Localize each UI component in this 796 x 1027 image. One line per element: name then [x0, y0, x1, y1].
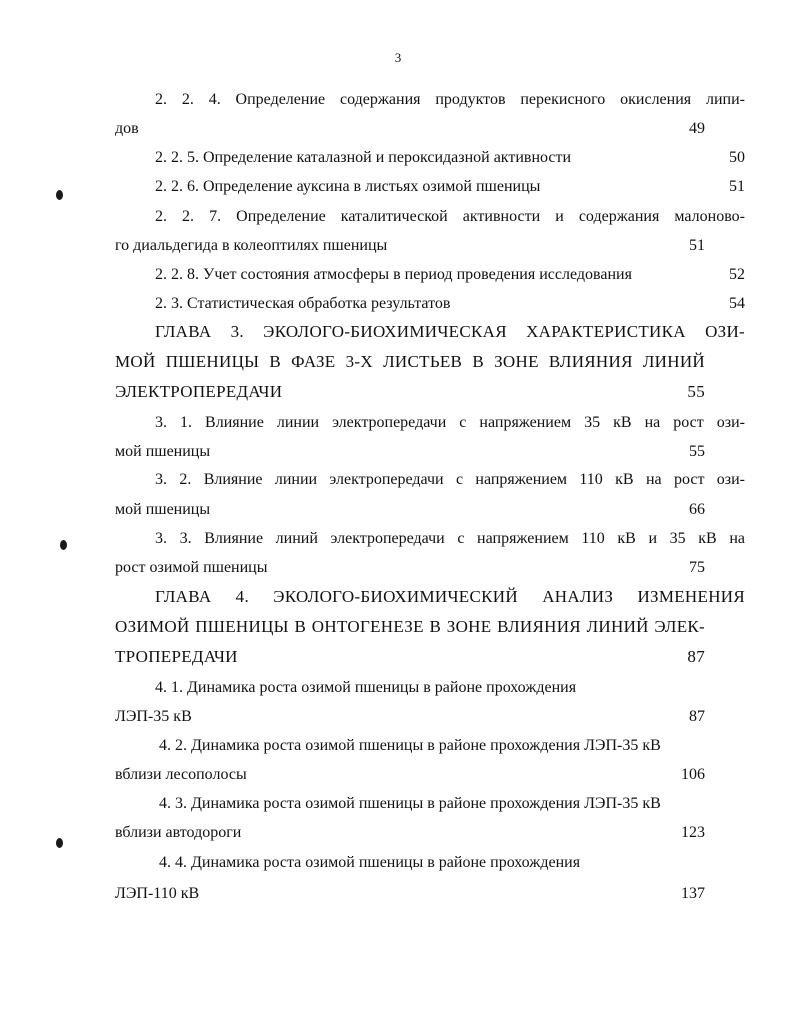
toc-entry-line: 3. 2. Влияние линии электропередачи с напряжением 110 кВ на рост ози-: [155, 471, 745, 488]
toc-page-ref: 55: [687, 382, 705, 401]
toc-entry-text: ЛЭП-110 кВ: [115, 885, 200, 902]
toc-chapter-heading: ГЛАВА 3. ЭКОЛОГО-БИОХИМИЧЕСКАЯ ХАРАКТЕРИСТИКА ОЗИ-: [155, 322, 745, 341]
toc-entry-line: 4. 4. Динамика роста озимой пшеницы в районе прохождения: [159, 854, 581, 871]
toc-entry-line: [115, 119, 705, 139]
toc-entry-text: ЭЛЕКТРОПЕРЕДАЧИ: [115, 382, 283, 401]
toc-entry-line: 4. 2. Динамика роста озимой пшеницы в районе прохождения ЛЭП-35 кВ: [159, 737, 661, 754]
toc-page-ref: 123: [681, 824, 705, 841]
toc-entry-line: [115, 765, 705, 785]
toc-page-ref: 137: [681, 885, 705, 902]
toc-page-ref: 55: [689, 443, 705, 460]
toc-page-ref: 50: [729, 149, 745, 166]
toc-entry-line: [115, 177, 745, 197]
toc-entry-text: ТРОПЕРЕДАЧИ: [115, 647, 238, 666]
toc-page-ref: 66: [689, 501, 705, 518]
punch-hole-mark: [60, 540, 67, 550]
toc-entry-line: 2. 2. 7. Определение каталитической активности и содержания малоново-: [155, 208, 745, 225]
toc-page-ref: 49: [689, 120, 705, 137]
toc-entry-line: 4. 1. Динамика роста озимой пшеницы в районе прохождения: [155, 679, 577, 696]
toc-chapter-heading: ОЗИМОЙ ПШЕНИЦЫ В ОНТОГЕНЕЗЕ В ЗОНЕ ВЛИЯНИЯ ЛИНИЙ ЭЛЕК-: [115, 617, 705, 636]
toc-entry-line: [115, 148, 745, 168]
toc-entry-text: ЛЭП-35 кВ: [115, 708, 192, 725]
toc-page-ref: 87: [689, 708, 705, 725]
toc-entry-line: [115, 707, 705, 727]
toc-entry-line: [115, 823, 705, 843]
toc-page-ref: 52: [729, 266, 745, 283]
toc-entry-line: [115, 265, 745, 285]
toc-page-ref: 75: [689, 559, 705, 576]
toc-entry-line: [115, 236, 705, 256]
toc-chapter-heading: ГЛАВА 4. ЭКОЛОГО-БИОХИМИЧЕСКИЙ АНАЛИЗ ИЗМЕНЕНИЯ: [155, 587, 745, 606]
toc-entry-line: [115, 294, 745, 314]
toc-entry-line: [115, 500, 705, 520]
toc-entry-line: 3. 3. Влияние линий электропередачи с напряжением 110 кВ и 35 кВ на: [155, 530, 745, 547]
toc-page-ref: 106: [681, 766, 705, 783]
punch-hole-mark: [56, 190, 63, 200]
toc-entry-text: 2. 2. 6. Определение ауксина в листьях озимой пшеницы: [155, 178, 541, 195]
toc-entry-text: дов: [115, 120, 139, 137]
punch-hole-mark: [56, 838, 63, 848]
toc-entry-line: [115, 884, 705, 904]
toc-entry-text: го диальдегида в колеоптилях пшеницы: [115, 237, 388, 254]
page-number: 3: [394, 50, 402, 65]
toc-entry-text: мой пшеницы: [115, 501, 211, 518]
toc-entry-text: вблизи лесополосы: [115, 766, 247, 783]
toc-entry-text: мой пшеницы: [115, 443, 211, 460]
toc-entry-line: [115, 558, 705, 578]
toc-entry-text: 2. 2. 8. Учет состояния атмосферы в период проведения исследования: [155, 266, 632, 283]
toc-entry-text: 2. 2. 5. Определение каталазной и пероксидазной активности: [155, 149, 572, 166]
toc-entry-text: 2. 3. Статистическая обработка результатов: [155, 295, 451, 312]
toc-chapter-heading: [115, 647, 705, 667]
toc-chapter-heading: МОЙ ПШЕНИЦЫ В ФАЗЕ 3-Х ЛИСТЬЕВ В ЗОНЕ ВЛИЯНИЯ ЛИНИЙ: [115, 352, 705, 371]
toc-entry-line: 4. 3. Динамика роста озимой пшеницы в районе прохождения ЛЭП-35 кВ: [159, 795, 661, 812]
toc-entry-line: 3. 1. Влияние линии электропередачи с напряжением 35 кВ на рост ози-: [155, 414, 745, 431]
toc-page-ref: 51: [729, 178, 745, 195]
toc-entry-line: 2. 2. 4. Определение содержания продуктов перекисного окисления липи-: [155, 91, 745, 108]
toc-page-ref: 51: [689, 237, 705, 254]
toc-entry-line: [115, 442, 705, 462]
toc-chapter-heading: [115, 382, 705, 402]
toc-page-ref: 54: [729, 295, 745, 312]
toc-entry-text: рост озимой пшеницы: [115, 559, 268, 576]
toc-page-ref: 87: [687, 647, 705, 666]
toc-entry-text: вблизи автодороги: [115, 824, 242, 841]
